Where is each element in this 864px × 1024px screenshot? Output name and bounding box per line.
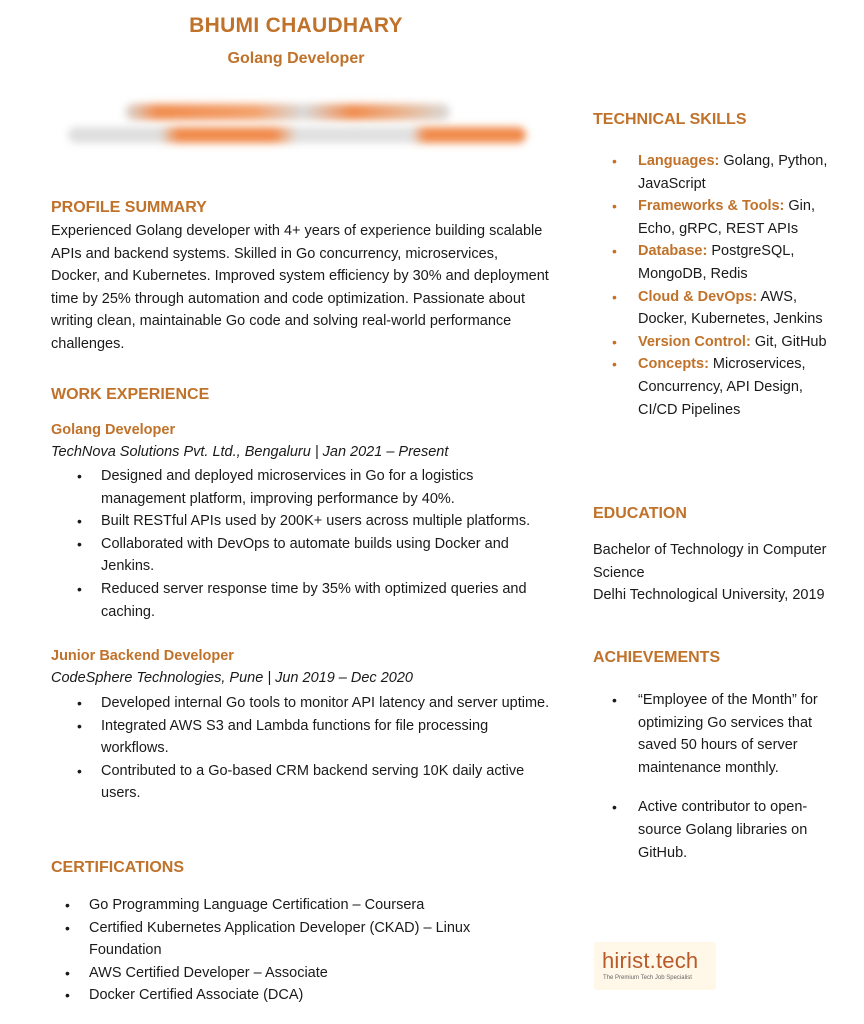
education-school: Delhi Technological University, 2019 bbox=[593, 587, 825, 603]
achievements-list bbox=[593, 689, 828, 881]
redacted-contact-line bbox=[125, 104, 450, 120]
education-heading: EDUCATION bbox=[593, 505, 687, 522]
bullet-icon: • bbox=[65, 964, 70, 981]
bullet-icon: • bbox=[612, 333, 617, 350]
bullet-icon: • bbox=[612, 198, 617, 215]
job-company: CodeSphere Technologies, Pune | Jun 2019 – Dec 2020 bbox=[51, 670, 413, 686]
list-item: • Cloud & DevOps: AWS, Docker, Kubernetes, Jenkins bbox=[593, 286, 828, 331]
list-item: • Integrated AWS S3 and Lambda functions for file processing workflows. bbox=[51, 715, 551, 760]
job-company: TechNova Solutions Pvt. Ltd., Bengaluru | Jan 2021 – Present bbox=[51, 444, 449, 460]
bullet-icon: • bbox=[77, 513, 82, 530]
bullet-icon: • bbox=[77, 717, 82, 734]
redacted-contact-line bbox=[68, 127, 526, 143]
list-item: • Frameworks & Tools: Gin, Echo, gRPC, REST APIs bbox=[593, 195, 828, 240]
bullet-icon: • bbox=[612, 799, 617, 816]
list-item: • Active contributor to open-source Golang libraries on GitHub. bbox=[593, 796, 828, 864]
list-item: • Database: PostgreSQL, MongoDB, Redis bbox=[593, 240, 828, 285]
achievements-heading: ACHIEVEMENTS bbox=[593, 649, 721, 666]
list-item: • Docker Certified Associate (DCA) bbox=[51, 984, 521, 1007]
list-item: • Concepts: Microservices, Concurrency, API Design, CI/CD Pipelines bbox=[593, 353, 828, 421]
certifications-heading: CERTIFICATIONS bbox=[51, 859, 185, 876]
candidate-role: Golang Developer bbox=[227, 50, 365, 67]
bullet-icon: • bbox=[77, 535, 82, 552]
job-bullets bbox=[51, 465, 551, 623]
bullet-icon: • bbox=[612, 153, 617, 169]
job-bullets bbox=[51, 692, 551, 805]
bullet-icon: • bbox=[612, 243, 617, 260]
list-item: • “Employee of the Month” for optimizing Go services that saved 50 hours of server maintenance monthly. bbox=[593, 689, 828, 779]
bullet-icon: • bbox=[612, 692, 617, 708]
certifications-list bbox=[51, 894, 521, 1007]
list-item: • Certified Kubernetes Application Developer (CKAD) – Linux Foundation bbox=[51, 917, 521, 962]
bullet-icon: • bbox=[65, 987, 70, 1004]
list-item: • Languages: Golang, Python, JavaScript bbox=[593, 150, 828, 195]
list-item: • AWS Certified Developer – Associate bbox=[51, 962, 521, 985]
technical-skills-list bbox=[593, 150, 828, 421]
list-item: • Designed and deployed microservices in Go for a logistics management platform, improving performance by 40%. bbox=[51, 465, 551, 510]
hirist-logo bbox=[594, 942, 716, 990]
list-item: • Collaborated with DevOps to automate builds using Docker and Jenkins. bbox=[51, 533, 551, 578]
list-item: • Contributed to a Go-based CRM backend serving 10K daily active users. bbox=[51, 760, 551, 805]
list-item: • Go Programming Language Certification – Coursera bbox=[51, 894, 521, 917]
candidate-name: BHUMI CHAUDHARY bbox=[189, 14, 403, 37]
bullet-icon: • bbox=[612, 356, 617, 373]
list-item: • Reduced server response time by 35% with optimized queries and caching. bbox=[51, 578, 551, 623]
profile-summary-text: Experienced Golang developer with 4+ years of experience building scalable APIs and backend systems. Skilled in Go concurrency, microservices, Docker, and Kubernetes. Improved system efficiency by 30% and deployment time by 25% through automation and code optimization. Passionate about writing clean, maintainable Go code and solving real-world performance challenges. bbox=[51, 223, 549, 352]
job-title: Golang Developer bbox=[51, 422, 176, 438]
bullet-icon: • bbox=[77, 762, 82, 779]
work-experience-heading: WORK EXPERIENCE bbox=[51, 386, 210, 403]
list-item: • Developed internal Go tools to monitor API latency and server uptime. bbox=[51, 692, 551, 715]
bullet-icon: • bbox=[65, 919, 70, 936]
education-degree: Bachelor of Technology in Computer Science bbox=[593, 542, 827, 581]
bullet-icon: • bbox=[612, 288, 617, 305]
list-item: • Version Control: Git, GitHub bbox=[593, 331, 828, 354]
bullet-icon: • bbox=[77, 695, 82, 711]
profile-summary-heading: PROFILE SUMMARY bbox=[51, 199, 207, 216]
list-item: • Built RESTful APIs used by 200K+ users across multiple platforms. bbox=[51, 510, 551, 533]
technical-skills-heading: TECHNICAL SKILLS bbox=[593, 111, 747, 128]
bullet-icon: • bbox=[65, 897, 70, 913]
job-title: Junior Backend Developer bbox=[51, 648, 234, 664]
bullet-icon: • bbox=[77, 468, 82, 484]
logo-text: hirist.tech bbox=[602, 948, 699, 973]
bullet-icon: • bbox=[77, 580, 82, 597]
logo-tagline: The Premium Tech Job Specialist bbox=[603, 975, 692, 981]
